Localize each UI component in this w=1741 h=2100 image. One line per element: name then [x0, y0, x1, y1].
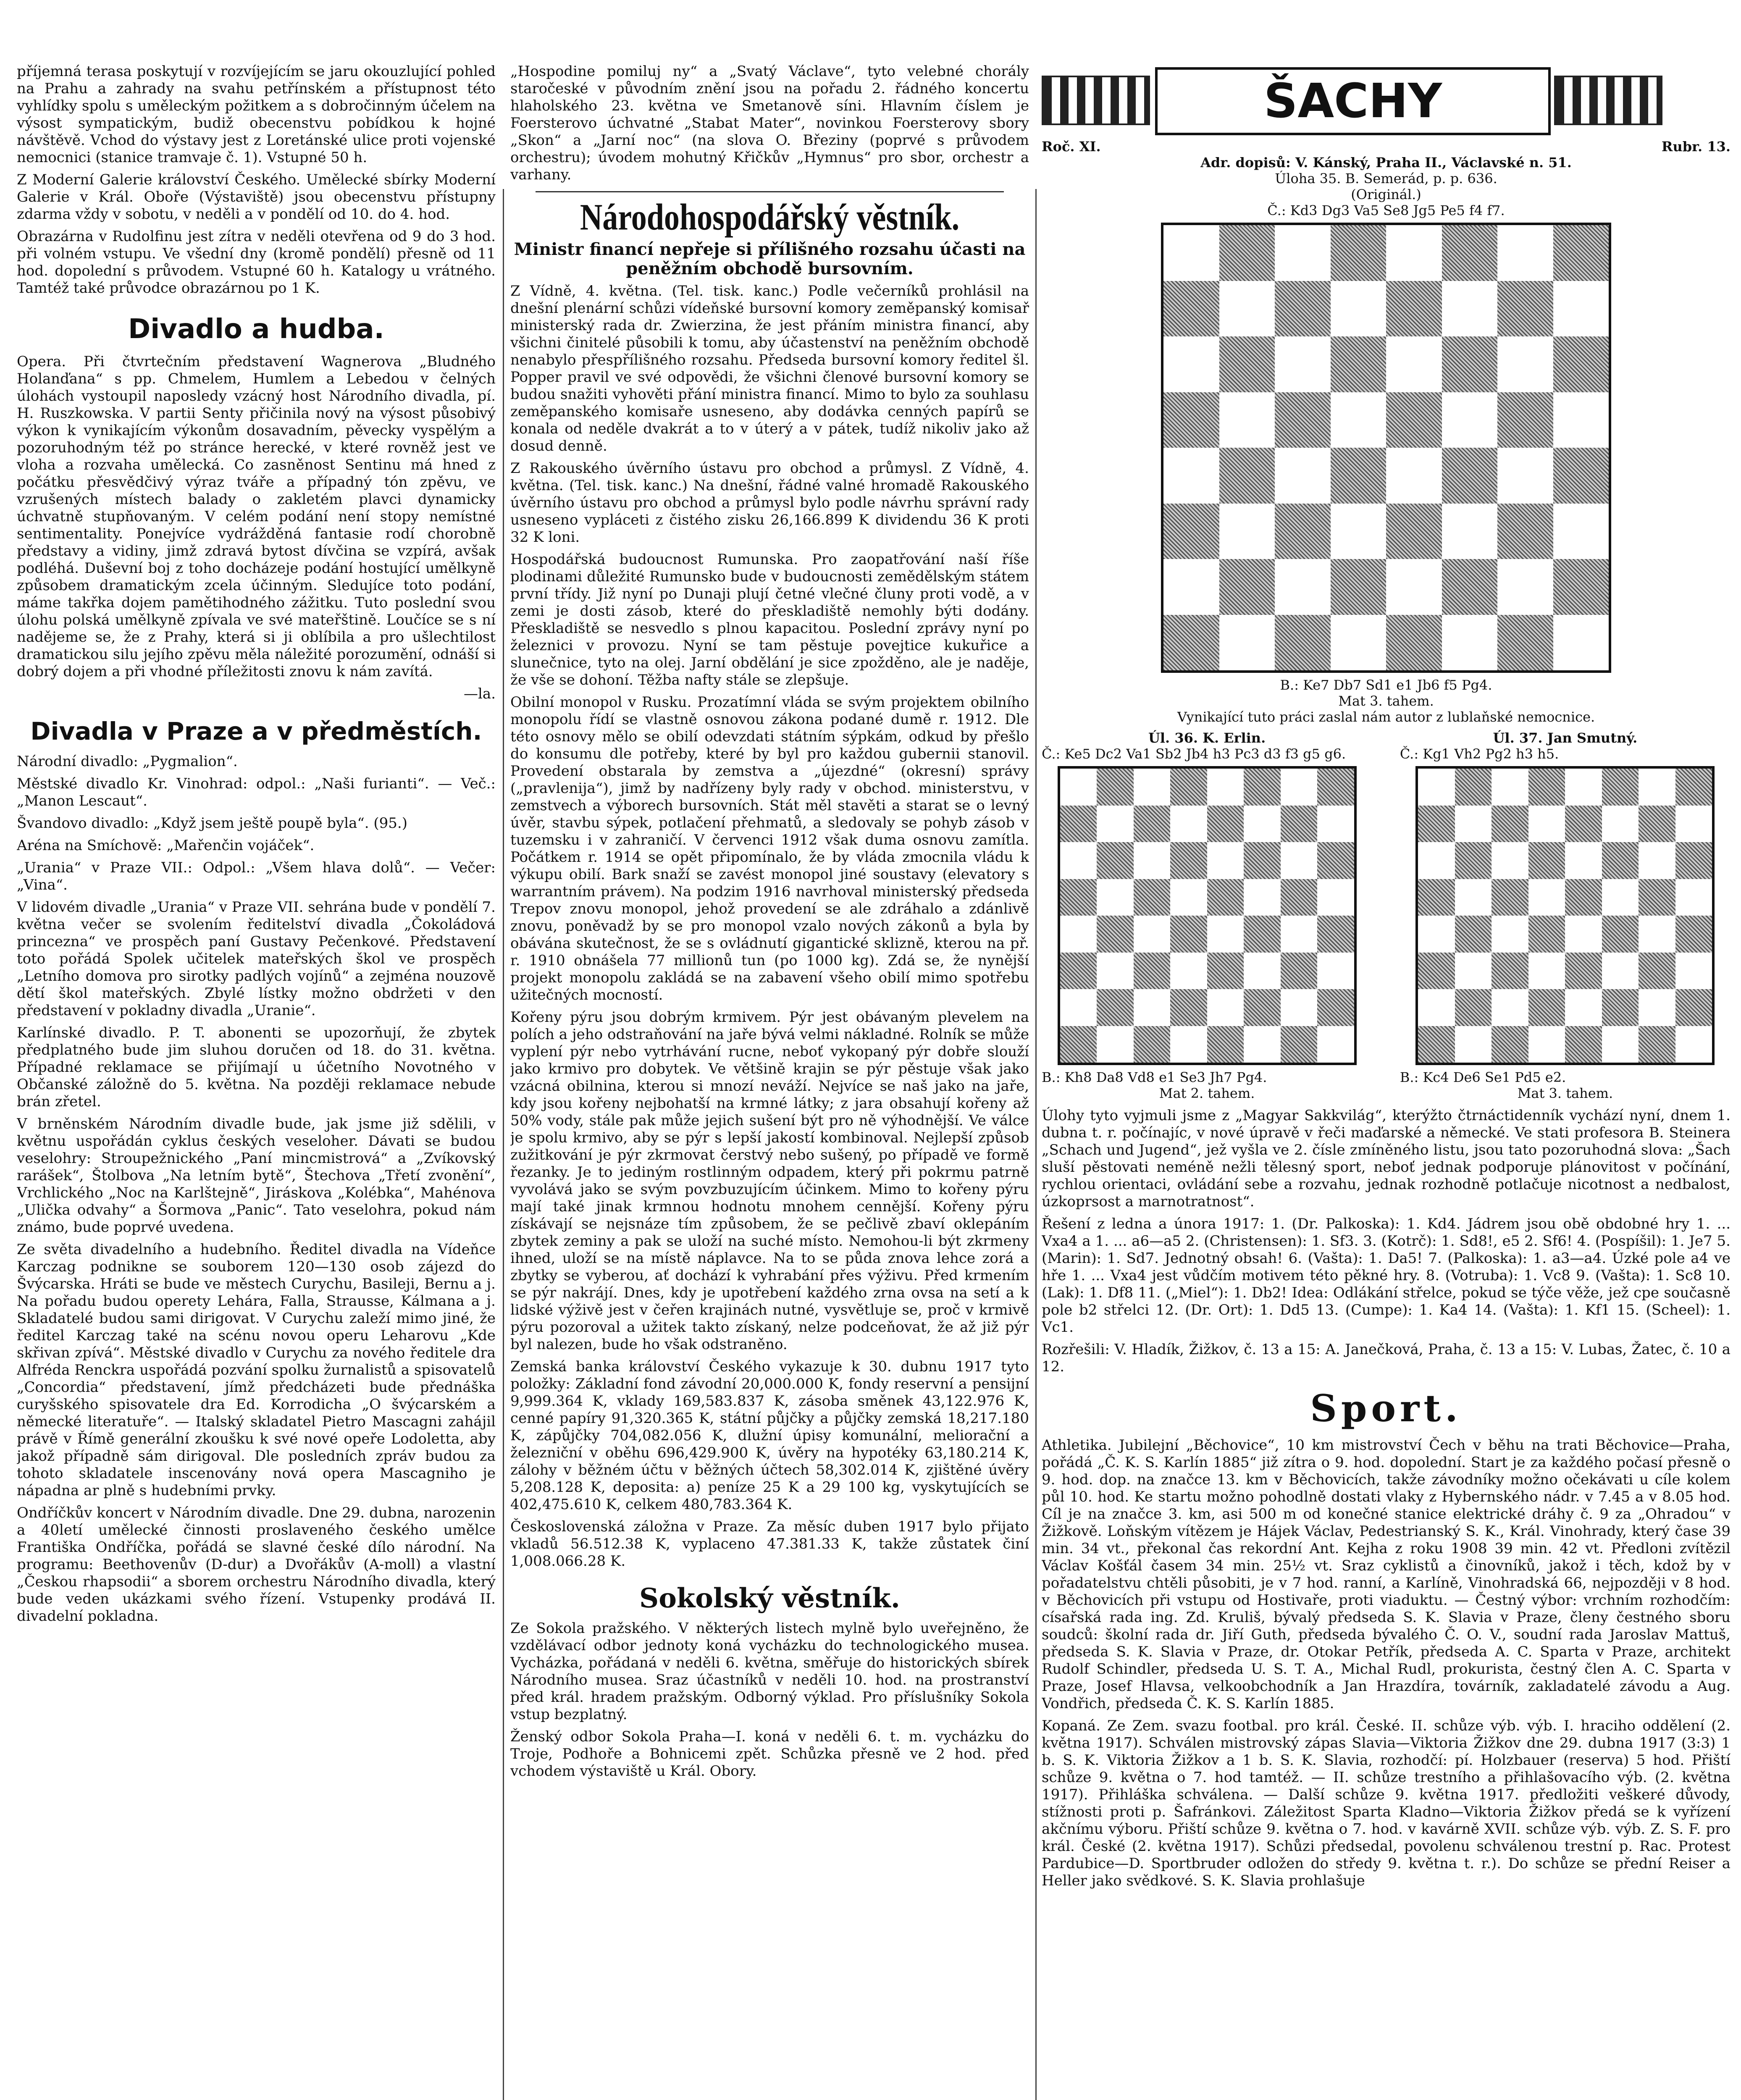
chess-square	[1060, 953, 1097, 990]
divider	[536, 191, 1004, 192]
paragraph-rozresili: Rozřešili: V. Hladík, Žižkov, č. 13 a 15: A. Janečková, Praha, č. 13 a 15: V. Lubas, Žatec, č. 10 a 12.	[1042, 1341, 1730, 1375]
chess-meta	[1042, 139, 1730, 155]
chess-square	[1097, 769, 1134, 806]
chess-square	[1553, 225, 1609, 281]
chess-square	[1163, 225, 1219, 281]
chess-square	[1207, 769, 1244, 806]
chess-square	[1163, 281, 1219, 337]
chess-square	[1219, 336, 1275, 392]
paragraph-ondrickuv: Ondříčkův koncert v Národním divadle. Dne 29. dubna, narozenin a 40letí umělecké činnosti proslaveného českého umělce Františka Ondříčka, pořádá se slavné české dílo národní. Na programu: Beethovenův (D-dur) a Dvořákův (A-moll) a vlastní „Českou rhapsodii“ a sborem orchestru Národního divadla, který bude veden ukázkami svého řízení. Vstupenky prodává II. divadelní pokladna.	[17, 1504, 496, 1625]
chess-square	[1134, 842, 1171, 879]
chess-square	[1134, 916, 1171, 953]
chess-square	[1317, 989, 1354, 1026]
problem-35-title: Úloha 35. B. Semerád, p. p. 636.	[1275, 171, 1497, 186]
chess-square	[1455, 953, 1492, 990]
chess-square	[1207, 879, 1244, 916]
problem-35-black: Č.: Kd3 Dg3 Va5 Se8 Jg5 Pe5 f4 f7.	[1267, 202, 1505, 218]
chess-square	[1281, 1026, 1318, 1063]
chess-square	[1386, 559, 1442, 615]
chess-square	[1553, 281, 1609, 337]
chess-square	[1675, 989, 1712, 1026]
chess-square	[1134, 806, 1171, 843]
chess-square	[1553, 504, 1609, 559]
program-mestske: Městské divadlo Kr. Vinohrad: odpol.: „Naši furianti“. — Več.: „Manon Lescaut“.	[17, 775, 496, 809]
chess-square	[1497, 336, 1553, 392]
chess-square	[1331, 615, 1386, 671]
heading-sokolsky-vestnik: Sokolský věstník.	[639, 1583, 901, 1614]
chess-square	[1602, 1026, 1639, 1063]
paragraph-ze-sveta: Ze světa divadelního a hudebního. Ředitel divadla na Vídeňce Karczag podnikne se souborem 120—130 osob zájezd do Švýcarska. Hráti se bude ve městech Curychu, Basileji, Bernu a j. Na pořadu budou operety Lehára, Falla, Strausse, Kálmana a j. Skladatelé budou sami dirigovat. V Curychu zaleží mimo jiné, že ředitel Karczag také na scénu novou operu Leharovu „Kde skřivan zpívá“. Městské divadlo v Curychu za nového ředitele dra Alfréda Renckra uspořádá pozvání spolku žurnalistů a spisovatelů „Concordia“ představení, jímž předcházeti bude přednáška curyšského spisovatele dra Ed. Korrodicha „O švýcarském a německé literatuře“. — Italský skladatel Pietro Mascagni zahájil právě v Římě generální zkoušku k své nové opeře Lodoletta, aby jakož případně sám dirigoval. Dle posledních zpráv budou za tohoto skladatele inscenovány nová opera Mascagniho je nápadna ar plně s hudebními prvky.	[17, 1241, 496, 1499]
chess-square	[1442, 559, 1498, 615]
chess-square	[1602, 842, 1639, 879]
chess-square	[1134, 1026, 1171, 1063]
chess-square	[1207, 1026, 1244, 1063]
chess-square	[1163, 448, 1219, 504]
chess-square	[1639, 769, 1675, 806]
chess-square	[1244, 806, 1281, 843]
chess-square	[1497, 448, 1553, 504]
chess-square	[1331, 504, 1386, 559]
chess-square	[1170, 769, 1207, 806]
chess-square	[1275, 615, 1331, 671]
column-rule	[1035, 189, 1037, 2100]
problem-37	[1400, 730, 1730, 1101]
heading-narodohospodarsky: Národohospodářský věstník.	[580, 197, 960, 239]
chess-square	[1418, 916, 1455, 953]
program-svandovo: Švandovo divadlo: „Když jsem ještě poupě byla“. (95.)	[17, 815, 407, 832]
problem-37-black: Č.: Kg1 Vh2 Pg2 h3 h5.	[1400, 746, 1559, 762]
chess-square	[1418, 769, 1455, 806]
chess-square	[1317, 1026, 1354, 1063]
chess-square	[1281, 879, 1318, 916]
chess-square	[1528, 879, 1565, 916]
chess-square	[1565, 916, 1602, 953]
chess-square	[1553, 392, 1609, 448]
chess-square	[1497, 615, 1553, 671]
column-rule	[503, 189, 504, 2100]
decorative-border	[1554, 76, 1662, 125]
chess-square	[1675, 916, 1712, 953]
chess-square	[1442, 225, 1498, 281]
chess-square	[1602, 953, 1639, 990]
chess-square	[1418, 879, 1455, 916]
paragraph-obrazarna: Obrazárna v Rudolfinu jest zítra v neděli otevřena od 9 do 3 hod. při volném vstupu. Ve všední dny (kromě pondělí) přesně od 11 hod. dopolední s průvodem. Vstupné 60 h. Katalogy u vrátného. Tamtéž také průvodce obrazárnou po 1 K.	[17, 228, 496, 297]
chess-square	[1331, 559, 1386, 615]
problem-35-white: B.: Ke7 Db7 Sd1 e1 Jb6 f5 Pg4.	[1280, 677, 1492, 693]
chess-square	[1455, 769, 1492, 806]
chess-square	[1163, 559, 1219, 615]
problem-36-white: B.: Kh8 Da8 Vd8 e1 Se3 Jh7 Pg4.	[1042, 1069, 1267, 1085]
paragraph-brnenske: V brněnském Národním divadle bude, jak jsme již sdělili, v květnu uspořádán cyklus českých veseloher. Dávati se budou veselohry: Stroupežnického „Paní mincmistrová“ a „Zvíkovský rarášek“, Štolbova „Na letním bytě“, Štechova „Třetí zvonění“, Vrchlického „Noc na Karlštejně“, Jiráskova „Kolébka“, Mahénova „Ulička odvahy“ a Šormova „Panic“. Tato veselohra, pokud nám známo, bude poprvé uvedena.	[17, 1116, 496, 1236]
chess-square	[1455, 806, 1492, 843]
chess-square	[1492, 769, 1528, 806]
chess-board-problem-35	[1161, 223, 1611, 673]
chess-square	[1442, 281, 1498, 337]
chess-square	[1207, 916, 1244, 953]
chess-square	[1317, 806, 1354, 843]
chess-square	[1675, 842, 1712, 879]
chess-square	[1639, 989, 1675, 1026]
chess-square	[1060, 1026, 1097, 1063]
chess-square	[1170, 916, 1207, 953]
chess-square	[1492, 916, 1528, 953]
chess-square	[1553, 448, 1609, 504]
chess-square	[1163, 392, 1219, 448]
chess-square	[1442, 448, 1498, 504]
chess-square	[1275, 559, 1331, 615]
chess-square	[1317, 953, 1354, 990]
chess-banner	[1042, 67, 1730, 139]
chess-square	[1497, 559, 1553, 615]
chess-square	[1553, 336, 1609, 392]
chess-square	[1497, 504, 1553, 559]
problem-36	[1042, 730, 1372, 1101]
chess-square	[1317, 769, 1354, 806]
chess-square	[1565, 879, 1602, 916]
chess-square	[1528, 916, 1565, 953]
chess-square	[1060, 879, 1097, 916]
chess-square	[1418, 806, 1455, 843]
chess-square	[1386, 615, 1442, 671]
chess-square	[1602, 769, 1639, 806]
chess-square	[1639, 1026, 1675, 1063]
chess-square	[1455, 989, 1492, 1026]
chess-square	[1170, 842, 1207, 879]
chess-square	[1219, 392, 1275, 448]
paragraph-opera: Opera. Při čtvrtečním představení Wagnerova „Bludného Holanďana“ s pp. Chmelem, Humlem a Lebedou v čelných úlohách vystoupil naposledy vzácný host Národního divadla, pí. H. Ruszkowska. V partii Senty přičinila nový na výsost působivý výkon k vynikajícím výkonům dosavadním, pěvecky vyspělým a pozoruhodným též po stránce herecké, v které rovněž jest ve vloha a rozvaha umělecká. Co zasněnost Sentinu má hned z počátku přesvědčivý výraz tváře a případný tón zpěvu, ve vzrušených místech balady o zakletém plavci dynamicky úchvatně stupňovaným. V celém podání není stopy nemístné sentimentality. Ponejvíce vydrážděná fantasie rodí chorobně představy a vidiny, jimž zdravá bytost dívčina se vzpírá, avšak podléhá. Duševní boj z toho docházeje podání hostující umělkyně způsobem dramatickým zcela účinným. Sledujíce toto podání, máme takřka dojem pamětihodného zážitku. Tuto poslední svou úlohu polská umělkyně zpívala ve své mateřštině. Loučíce se s ní nadějeme se, že z Prahy, která si ji oblíbila a pro ušlechtilost dramatickou silu jejího zpěvu měla náležité porozumění, odnáší si dobrý dojem a při vhodné příležitosti znovu k nám zavítá.	[17, 353, 496, 680]
problem-36-title: Úl. 36. K. Erlin.	[1148, 730, 1266, 746]
column-right	[1042, 63, 1730, 2100]
chess-square	[1219, 559, 1275, 615]
chess-square	[1317, 916, 1354, 953]
paragraph-ulohy: Úlohy tyto vyjmuli jsme z „Magyar Sakkvilág“, kterýžto čtrnáctidenník vychází nyní, dnem 1. dubna t. r. počínajíc, v nové úpravě v řeči maďarské a německé. Ve stati profesora B. Steinera „Schach und Jugend“, jež vyšla ve 2. čísle zmíněného listu, jsou tato pozoruhodná slova: „Šach sluší pěstovati neméně nežli tělesný sport, neboť jednak podporuje plánovitost v počínání, rychlou orientaci, ovládání sebe a rozvahu, jednak rozhodně potlačuje nicotnost a nedbalost, úzkoprsost a marnotratnost“.	[1042, 1107, 1730, 1210]
chess-square	[1097, 806, 1134, 843]
paragraph-obilni-monopol: Obilní monopol v Rusku. Prozatímní vláda se svým projektem obilního monopolu řídí se vlastně osnovou zákona podané dumě r. 1912. Dle této osnovy mělo se obilí odevzdati státním sýpkám, odkud by přešlo do konsumu dle potřeby, které by byl pro každou gubernii stanovil. Provedení obstarala by zemstva a „újezdné“ (okresní) správy („pravlenija“), jimž by nadřízeny byly rady v obchod. ministerstvu, v zemstvech a výborech bursovních. Stát měl stavěti a starat se o levný úvěr, stavbu sýpek, potlačení přehmatů, a sledovaly se pohyb zásob v tuzemsku i v zahraničí. V červenci 1912 však duma osnovu zamítla. Počátkem r. 1914 se opět připomínalo, že by vláda zmocnila vládu k výkupu obilí. Bark snaží se zavést monopol jiné soustavy (elevatory s warrantním právem). Na podzim 1916 navrhoval ministerský předseda Trepov znovu monopol, jehož provedení se ale zdráhalo a zdánlivě znovu, poněvadž by se pro monopol vzalo nových zákonů a byla by obávána skutečnost, že se s ovládnutí gigantické sklizně, kterou na př. r. 1910 obnášela 77 millionů tun (po 1000 kg). Zdá se, že nynější projekt monopolu zakládá se na zabavení všeho obilí mimo spotřebu užitečných mocností.	[510, 694, 1029, 1003]
chess-square	[1275, 336, 1331, 392]
chess-square	[1281, 842, 1318, 879]
chess-square	[1060, 989, 1097, 1026]
chess-square	[1275, 225, 1331, 281]
chess-square	[1675, 953, 1712, 990]
chess-title: ŠACHY	[1155, 67, 1551, 135]
chess-square	[1219, 225, 1275, 281]
program-narodni: Národní divadlo: „Pygmalion“.	[17, 753, 238, 770]
paragraph-zemska-banka: Zemská banka království Českého vykazuje k 30. dubnu 1917 tyto položky: Základní fond závodní 20,000.000 K, fondy reservní a pensijní 9,999.364 K, vklady 169,583.837 K, zásoba směnek 43,122.976 K, cenné papíry 91,320.365 K, státní půjčky a půjčky zemská 18,217.180 K, zápůjčky 704,082.056 K, dlužní úpisy komunální, meliorační a železniční v oběhu 696,429.900 K, úvěry na hypotéky 63,180.214 K, zálohy v běžném účtu v běžných účtech 58,302.014 K, zjištěné úvěry 5,208.128 K, deposita: a) peníze 25 K a 29 100 kg, vyskytujících se 402,475.610 K, celkem 480,783.364 K.	[510, 1358, 1029, 1513]
chess-square	[1675, 769, 1712, 806]
chess-square	[1244, 989, 1281, 1026]
program-urania: „Urania“ v Praze VII.: Odpol.: „Všem hlava dolů“. — Večer: „Vina“.	[17, 859, 496, 893]
chess-square	[1418, 953, 1455, 990]
chess-square	[1331, 448, 1386, 504]
chess-square	[1244, 879, 1281, 916]
chess-square	[1553, 559, 1609, 615]
chess-square	[1331, 336, 1386, 392]
chess-square	[1060, 806, 1097, 843]
paragraph-lidove-divadlo: V lidovém divadle „Urania“ v Praze VII. sehrána bude v pondělí 7. května večer se svolením ředitelství divadla „Čokoládová princezna“ ve prospěch paní Gustavy Pečenkové. Představení toto pořádá Spolek učitelek mateřských škol ve prospěch „Letního domova pro sirotky padlých vojínů“ a zejména nouzově dětí škol mateřských. Zbylé lístky možno obdržeti v den představení v pokladny divadla „Uranie“.	[17, 899, 496, 1019]
chess-board-problem-36	[1058, 766, 1357, 1065]
chess-square	[1455, 1026, 1492, 1063]
chess-square	[1170, 1026, 1207, 1063]
chess-square	[1497, 392, 1553, 448]
chess-square	[1331, 225, 1386, 281]
paragraph-kopana: Kopaná. Ze Zem. svazu footbal. pro král. České. II. schůze výb. výb. I. hraciho oddělení (2. května 1917). Schválen mistrovský zápas Slavia—Viktoria Žižkov dne 29. dubna 1917 (3:3) 1 b. S. K. Viktoria Žižkov a 1 b. S. K. Slavia, rozhodčí: pí. Holzbauer (reserva) 5 hod. Přiští schůze 9. května o 7. hod tamtéž. — II. schůze trestního a přihlašovacího výb. (2. května 1917). Přihláška schválena. — Další schůze 9. května 1917. předložiti veškeré důvody, stížnosti proti p. Šafránkovi. Záležitost Sparta Kladno—Viktoria Žižkov předá se k vyřízení akčnímu výboru. Přiští schůze 9. května o 7. hod. v kavárně XVII. schůze výb. výb. Z. S. F. pro král. České (2. května 1917). Schůzi předsedal, povolenu schválenou trestní p. Rac. Protest Pardubice—D. Sportbruder odložen do středy 9. května t. r.). Do schůze se přední Reiser a Heller jako svědkové. S. K. Slavia prohlašuje	[1042, 1717, 1730, 1889]
chess-square	[1528, 769, 1565, 806]
chess-square	[1418, 989, 1455, 1026]
chess-square	[1497, 225, 1553, 281]
paragraph-koreny-pyru: Kořeny pýru jsou dobrým krmivem. Pýr jest obávaným plevelem na polích a jeho odstraňování na jaře bývá velmi nákladné. Rolník se může vyplení pýr nebo vytrhávání rucne, neboť vykopaný pýr dobře slouží jako krmivo pro dobytek. Ve většině krajin se pýr pěstuje však jako vzácná obilnina, kterou si mnozí neváží. Nejvíce se naš jako na jaře, kdy jsou kořeny nejbohatší na krmné látky; z jara obsahují kořeny až 50% vody, stále pak může jejich sušení být pro ně výhodnější. Ve válce je spolu krmivo, aby se pýr s lepší jakostí kombinoval. Nejlepší způsob zužitkování je pýr zkrmovat čerstvý nebo sušený, po případě ve formě řezanky. Je to jediným rostlinným odpadem, který při pokrmu patrně vyvolává jako se svým povzbuzujícím účinkem. Mimo to kořeny pýru mají také jinak krmnou hodnotu mnohem cennější. Kořeny pýru získávají se nejsnáze tím způsobem, že se pečlivě zbaví oklepáním zbytek zeminy a pak se uloží na suché místo. Nemohou-li být zkrmeny ihned, uloží se na místě náplavce. Na to se půda znova lehce zorá a zbytky se vyberou, ať dochází k vyhrabání přes výživu. Před krmením se pýr nakrájí. Dnes, kdy je upotřebení každého zrna ovsa na setí a k lidské výživě jest v čeřen krajinách nutné, vysvětluje se, proč v krmivě pýru pozoroval a užitek takto získaný, nelze podceňovat, že až již pýr byl nalezen, bude ho však odstraněno.	[510, 1009, 1029, 1353]
paragraph-hospodine: „Hospodine pomiluj ny“ a „Svatý Václave“, tyto velebné chorály staročeské v původním znění jsou na pořadu 2. řádného koncertu hlaholského 23. května ve Smetanově síni. Hlavním číslem je Foersterovo úchvatné „Stabat Mater“, novinkou Foersterovy sbory „Skon“ a „Jarní noc“ (na slova O. Březiny (poprvé s průvodem orchestru); úvodem mohutný Křičkův „Hymnus“ pro sbor, orchestr a varhany.	[510, 63, 1029, 183]
chess-square	[1442, 336, 1498, 392]
chess-square	[1602, 989, 1639, 1026]
chess-square	[1442, 504, 1498, 559]
chess-square	[1492, 879, 1528, 916]
paragraph-karlinske: Karlínské divadlo. P. T. abonenti se upozorňují, že zbytek předplatného bude jim sluhou doručen od 18. do 31. května. Případné reklamace se přijímají u účetního Novotného v Občanské záložně do 5. května. Na později reklamace nebude brán zřetel.	[17, 1024, 496, 1110]
rubric-label: Rubr. 13.	[1661, 139, 1730, 155]
chess-square	[1275, 504, 1331, 559]
chess-square	[1219, 281, 1275, 337]
chess-square	[1134, 953, 1171, 990]
chess-square	[1553, 615, 1609, 671]
chess-square	[1442, 392, 1498, 448]
chess-square	[1219, 504, 1275, 559]
chess-square	[1281, 989, 1318, 1026]
chess-square	[1639, 879, 1675, 916]
heading-divadlo-a-hudba: Divadlo a hudba.	[128, 314, 384, 345]
chess-square	[1170, 953, 1207, 990]
program-arena: Aréna na Smíchově: „Mařenčin vojáček“.	[17, 837, 315, 854]
chess-square	[1244, 842, 1281, 879]
chess-square	[1492, 1026, 1528, 1063]
chess-square	[1060, 769, 1097, 806]
paragraph-sokol-prazsky: Ze Sokola pražského. V některých listech mylně bylo uveřejněno, že vzdělávací odbor jednoty koná vycházku do technologického musea. Vycházka, pořádaná v neděli 6. května, směřuje do historických sbírek Národního musea. Sraz účastníků v neděli 10. hod. na prostranství před král. hradem pražským. Odborný výklad. Pro příslušníky Sokola vstup bezplatný.	[510, 1620, 1029, 1723]
problems-36-37	[1042, 730, 1730, 1101]
column-middle	[510, 63, 1029, 2100]
chess-square	[1281, 916, 1318, 953]
chess-square	[1639, 916, 1675, 953]
chess-square	[1639, 806, 1675, 843]
chess-square	[1134, 769, 1171, 806]
chess-square	[1565, 806, 1602, 843]
chess-square	[1386, 448, 1442, 504]
chess-square	[1528, 1026, 1565, 1063]
chess-square	[1386, 225, 1442, 281]
chess-square	[1528, 989, 1565, 1026]
chess-square	[1386, 281, 1442, 337]
chess-square	[1097, 879, 1134, 916]
chess-square	[1386, 336, 1442, 392]
chess-square	[1442, 615, 1498, 671]
chess-square	[1492, 953, 1528, 990]
newspaper-page	[17, 63, 1730, 2100]
problem-35-mate: Mat 3. tahem.	[1338, 693, 1434, 709]
chess-square	[1317, 879, 1354, 916]
chess-square	[1281, 806, 1318, 843]
chess-square	[1097, 842, 1134, 879]
chess-square	[1060, 916, 1097, 953]
chess-address: Adr. dopisů: V. Kánský, Praha II., Václavské n. 51.	[1200, 155, 1572, 171]
chess-square	[1170, 989, 1207, 1026]
paragraph-zensky-odbor: Ženský odbor Sokola Praha—I. koná v neděli 6. t. m. vycházku do Troje, Podhoře a Bohnicemi zpět. Schůzka přesně ve 2 hod. před vchodem výstaviště u Král. Obory.	[510, 1728, 1029, 1780]
chess-square	[1317, 842, 1354, 879]
chess-square	[1639, 842, 1675, 879]
chess-square	[1565, 953, 1602, 990]
paragraph-uverni-ustav: Z Rakouského úvěrního ústavu pro obchod a průmysl. Z Vídně, 4. května. (Tel. tisk. kanc.) Na dnešní, řádné valné hromadě Rakouského úvěrního ústavu pro obchod a průmysl bylo podle návrhu správní rady usneseno vypláceti z čistého zisku 26,166.899 K dividendu 36 K proti 32 K loni.	[510, 460, 1029, 546]
chess-square	[1275, 392, 1331, 448]
volume-label: Roč. XI.	[1042, 139, 1101, 155]
problem-35-original: (Originál.)	[1351, 186, 1421, 202]
problem-36-mate: Mat 2. tahem.	[1159, 1085, 1255, 1101]
chess-square	[1492, 806, 1528, 843]
chess-square	[1675, 806, 1712, 843]
chess-square	[1565, 1026, 1602, 1063]
chess-square	[1219, 448, 1275, 504]
chess-square	[1097, 1026, 1134, 1063]
problem-37-mate: Mat 3. tahem.	[1517, 1085, 1613, 1101]
chess-square	[1244, 916, 1281, 953]
chess-square	[1244, 769, 1281, 806]
chess-square	[1163, 615, 1219, 671]
chess-square	[1528, 806, 1565, 843]
chess-square	[1281, 953, 1318, 990]
chess-square	[1207, 989, 1244, 1026]
chess-square	[1675, 1026, 1712, 1063]
chess-square	[1528, 953, 1565, 990]
decorative-border	[1042, 76, 1150, 125]
chess-square	[1163, 336, 1219, 392]
chess-square	[1602, 806, 1639, 843]
chess-square	[1207, 806, 1244, 843]
chess-square	[1565, 842, 1602, 879]
chess-square	[1455, 842, 1492, 879]
chess-square	[1602, 916, 1639, 953]
chess-square	[1331, 392, 1386, 448]
chess-square	[1418, 1026, 1455, 1063]
paragraph-vystava: příjemná terasa poskytují v rozvíjejícím se jaru okouzlující pohled na Prahu a zahrady na svahu petřínském a přístupnost této vyhlídky spolu s uměleckým požitkem a s dobročinným účelem na výsost sympatickým, budiž obecenstvu pobídkou k hojné návštěvě. Vchod do výstavy jest z Loretánské ulice proti vojenské nemocnici (stanice tramvaje č. 1). Vstupné 50 h.	[17, 63, 496, 166]
chess-board-problem-37	[1415, 766, 1715, 1065]
chess-square	[1418, 842, 1455, 879]
chess-square	[1244, 953, 1281, 990]
problem-37-white: B.: Kc4 De6 Se1 Pd5 e2.	[1400, 1069, 1566, 1085]
chess-square	[1134, 879, 1171, 916]
chess-square	[1565, 989, 1602, 1026]
chess-square	[1386, 504, 1442, 559]
column-left	[17, 63, 496, 2100]
paragraph-ministr: Z Vídně, 4. května. (Tel. tisk. kanc.) Podle večerníků prohlásil na dnešní plenární schůzi vídeňské bursovní komory zeměpanský komisař ministerský rada dr. Zwierzina, že jest přáním ministra financí, aby všichni činitelé působili k tomu, aby účastenství na peněžním obchodě nenabylo přespřílišného rozsahu. Předseda bursovní komory ředitel šl. Popper pravil ve své odpovědi, že všichni členové bursovní komory se budou snažiti vyhověti přání ministra financí. Mimo to bylo za souhlasu zeměpanského komisaře usneseno, aby dodávka cenných papírů se konala od neděle dvakrát a to v úterý a v pátek, tudíž nikoliv jako až dosud denně.	[510, 283, 1029, 454]
problem-36-black: Č.: Ke5 Dc2 Va1 Sb2 Jb4 h3 Pc3 d3 f3 g5 g6.	[1042, 746, 1346, 762]
chess-square	[1281, 769, 1318, 806]
chess-square	[1134, 989, 1171, 1026]
chess-square	[1565, 769, 1602, 806]
chess-square	[1170, 879, 1207, 916]
chess-square	[1097, 989, 1134, 1026]
chess-square	[1602, 879, 1639, 916]
chess-square	[1331, 281, 1386, 337]
chess-square	[1639, 953, 1675, 990]
chess-square	[1275, 448, 1331, 504]
chess-square	[1492, 989, 1528, 1026]
chess-square	[1455, 879, 1492, 916]
heading-sport: Sport.	[1310, 1386, 1462, 1430]
chess-square	[1497, 281, 1553, 337]
signature: —la.	[464, 685, 496, 702]
chess-square	[1163, 504, 1219, 559]
chess-square	[1060, 842, 1097, 879]
chess-square	[1097, 916, 1134, 953]
paragraph-rumunsko: Hospodářská budoucnost Rumunska. Pro zaopatřování naší říše plodinami důležité Rumunsko bude v budoucnosti zemědělským státem první třídy. Již nyní po Dunaji plují četné vlečné čluny proti vodě, a v zemi je dosti zásob, které do přeskladiště nemohly býti dodány. Přeskladiště se nesvedlo s plnou kapacitou. Poslední zprávy nyní po železnici v provozu. Nyní se tam pěstuje povejtice kukuřice a slunečnice, tyto na olej. Jarní obdělání je sice zpožděno, ale je naděje, že vše se dohoní. Těžba nafty stále se zlepšuje.	[510, 551, 1029, 688]
chess-square	[1455, 916, 1492, 953]
problem-37-title: Úl. 37. Jan Smutný.	[1493, 730, 1638, 746]
chess-square	[1207, 953, 1244, 990]
chess-square	[1386, 392, 1442, 448]
chess-square	[1207, 842, 1244, 879]
problem-35-note: Vynikající tuto práci zaslal nám autor z lublaňské nemocnice.	[1177, 709, 1595, 725]
chess-square	[1097, 953, 1134, 990]
heading-divadla-v-praze: Divadla v Praze a v předměstích.	[30, 717, 482, 746]
chess-square	[1492, 842, 1528, 879]
chess-square	[1244, 1026, 1281, 1063]
paragraph-reseni: Řešení z ledna a února 1917: 1. (Dr. Palkoska): 1. Kd4. Jádrem jsou obě obdobné hry 1. ... Vxa4 a 1. ... a6—a5 2. (Christensen): 1. Sf3. 3. (Kotrč): 1. Sd8!, e5 2. Sf6! 4. (Pospíšil): 1. Je7 5. (Marin): 1. Sd7. Jednotný obsah! 6. (Vašta): 1. Da5! 7. (Palkoska): 1. a3—a4. Úzké pole a4 ve hře 1. ... Vxa4 jest vůdčím motivem této pěkné hry. 8. (Votruba): 1. Vc8 9. (Vašta): 1. Sc8 10. (Lak): 1. Df8 11. („Miel“): 1. Db2! Idea: Odlákání střelce, pokud se týče věže, jež cpe současně pole b2 střelci 12. (Dr. Ort): 1. Dd5 13. (Cumpe): 1. Ka4 14. (Vašta): 1. Kf1 15. (Scheel): 1. Vc1.	[1042, 1215, 1730, 1336]
chess-square	[1219, 615, 1275, 671]
chess-square	[1170, 806, 1207, 843]
paragraph-ceskoslovenska-zalozna: Československá záložna v Praze. Za měsíc duben 1917 bylo přijato vkladů 56.512.38 K, vyplaceno 47.381.33 K, takže zůstatek činí 1,008.066.28 K.	[510, 1518, 1029, 1570]
chess-square	[1528, 842, 1565, 879]
chess-square	[1675, 879, 1712, 916]
subheading-ministr: Ministr financí nepřeje si přílišného rozsahu účasti na peněžním obchodě bursovním.	[514, 239, 1026, 278]
paragraph-moderni-galerie: Z Moderní Galerie království Českého. Umělecké sbírky Moderní Galerie v Král. Oboře (Výstaviště) jsou obecenstvu přístupny zdarma vždy v sobotu, v neděli a v pondělí od 10. do 4. hod.	[17, 171, 496, 223]
chess-square	[1275, 281, 1331, 337]
paragraph-athletika: Athletika. Jubilejní „Běchovice“, 10 km mistrovství Čech v běhu na trati Běchovice—Praha, pořádá „Č. K. S. Karlín 1885“ již zítra o 9. hod. dopolední. Start je za každého počasí přesně o 9. hod. dop. na značce 13. km v Běchovicích, takže závodníky možno očekávati u cíle kolem půl 10. hod. Ke startu možno pohodlně dostati vlaky z Hybernského nádr. v 7.45 a v 8.05 hod. Cíl je na značce 3. km, asi 500 m od konečné stanice elektrické dráhy č. 9 za „Ohradou“ v Žižkově. Loňským vítězem je Hájek Václav, Pedestrianský S. K., Král. Vinohrady, který čase 39 min. 34 vt., překonal čas rekordní Ant. Kejha z roku 1908 39 min. 42 vt. Předloni zvítězil Václav Košťál časem 34 min. 25½ vt. Sraz cyklistů a činovníků, jakož i těch, kdož by v pořadatelstvu chtěli působiti, je v 7 hod. ranní, a Karlíně, Vinohradská 66, nejpozději v 8 hod. v Běchovicích při vstupu od Hostivaře, proti viaduktu. — Čestný výbor: vrchním rozhodčím: císařská rada ing. Zd. Kruliš, bývalý předseda S. K. Slavia v Praze, členy čestného sboru soudců: školní rada dr. Jiří Guth, předseda bývalého Č. O. V., soudní rada Jaroslav Mattuš, předseda S. K. Slavia v Praze, dr. Otokar Petřík, předseda A. C. Sparta v Praze, architekt Rudolf Schindler, předseda U. S. T. A., Michal Rudl, prokurista, čestný člen A. C. Sparta v Praze, Josef Hlavsa, velkoobchodník a Jan Hrazdíra, továrník, zakladatelé závodu a Aug. Vondřich, předseda Č. K. S. Karlín 1885.	[1042, 1437, 1730, 1712]
